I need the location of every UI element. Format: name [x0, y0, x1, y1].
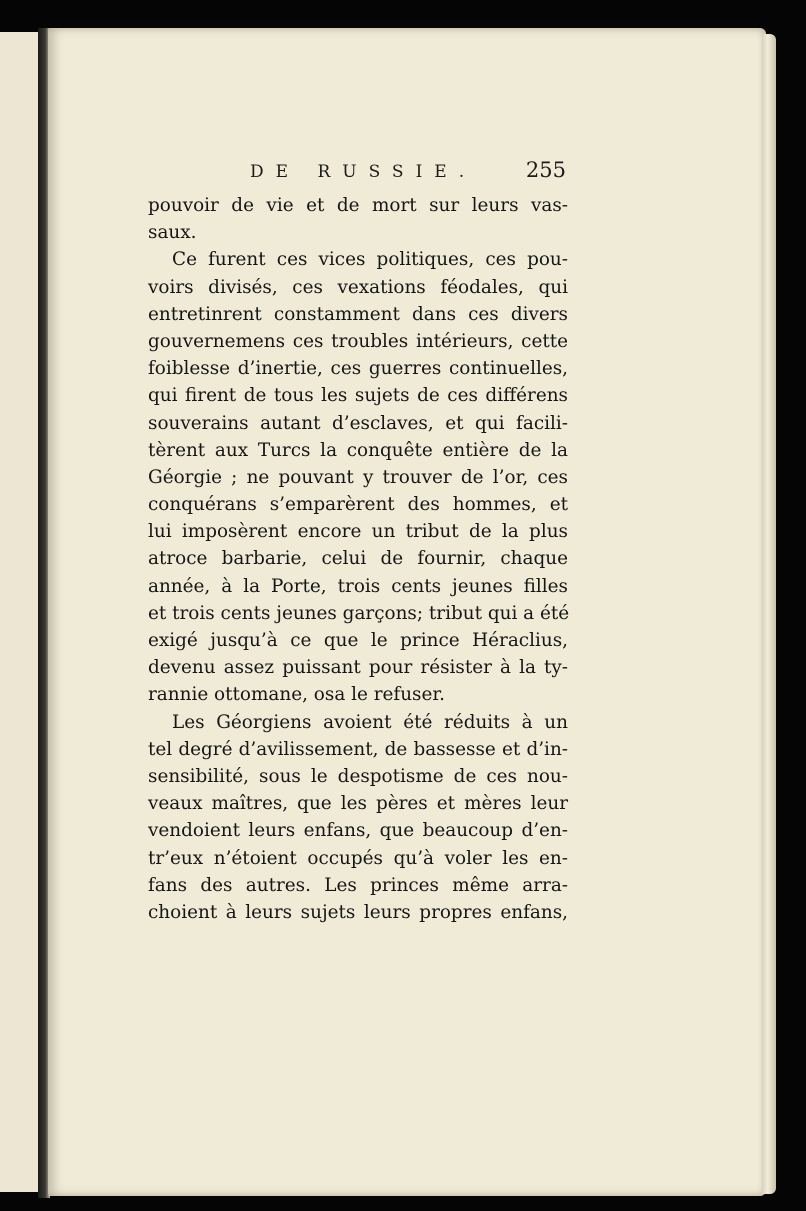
text-line: Ce furent ces vices politiques, ces pou- — [172, 249, 568, 271]
text-line: choient à leurs sujets leurs propres enfans, — [148, 901, 568, 923]
text-line: exigé jusqu’à ce que le prince Héraclius, — [148, 630, 568, 651]
page-number: 255 — [525, 158, 566, 182]
text-line: vendoient leurs enfans, que beaucoup d’en- — [148, 820, 568, 842]
text-line: atroce barbarie, celui de fournir, chaque — [148, 548, 568, 570]
text-line: rannie ottomane, osa le refuser. — [148, 684, 445, 706]
text-line: conquérans s’emparèrent des hommes, et — [148, 494, 568, 516]
body-text — [148, 192, 568, 926]
page-fore-edge — [762, 34, 776, 1194]
text-line: voirs divisés, ces vexations féodales, qui — [148, 276, 568, 298]
text-line: veaux maîtres, que les pères et mères leur — [148, 793, 568, 815]
text-line: année, à la Porte, trois cents jeunes filles — [148, 575, 568, 597]
running-title: DE RUSSIE. — [250, 162, 477, 182]
text-line: et trois cents jeunes garçons; tribut qui a été — [148, 602, 570, 624]
text-line: gouvernemens ces troubles intérieurs, cette — [148, 330, 568, 352]
text-line: entretinrent constamment dans ces divers — [148, 303, 568, 325]
text-line: souverains autant d’esclaves, et qui facili- — [148, 412, 568, 434]
text-line: saux. — [148, 222, 197, 244]
text-line: Les Géorgiens avoient été réduits à un — [172, 711, 568, 733]
text-line: devenu assez puissant pour résister à la ty- — [148, 657, 568, 679]
page-header — [250, 158, 570, 190]
text-line: fans des autres. Les princes même arra- — [148, 874, 568, 896]
text-line: foiblesse d’inertie, ces guerres continuelles, — [148, 358, 568, 380]
text-line: tr’eux n’étoient occupés qu’à voler les en- — [148, 847, 568, 869]
text-line: sensibilité, sous le despotisme de ces nou- — [148, 765, 568, 787]
text-line: tel degré d’avilissement, de bassesse et d’in- — [148, 738, 568, 760]
text-line: qui firent de tous les sujets de ces différens — [148, 385, 568, 407]
facing-page-edge — [0, 32, 42, 1192]
text-line: tèrent aux Turcs la conquête entière de la — [148, 439, 568, 461]
text-line: lui imposèrent encore un tribut de la plus — [148, 521, 568, 543]
text-line: pouvoir de vie et de mort sur leurs vas- — [148, 195, 568, 216]
text-line: Géorgie ; ne pouvant y trouver de l’or, ces — [148, 466, 568, 488]
